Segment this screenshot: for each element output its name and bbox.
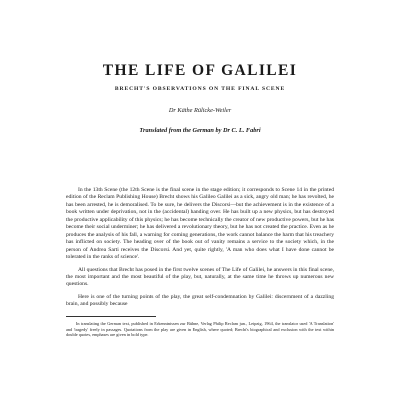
footnote-divider xyxy=(66,316,156,317)
article-body xyxy=(66,187,334,309)
footnote: In translating the German text, published in Erkenntnissen zur Bühne, Verlag Philip Reclam jun., Leipzig, 1964, the translator used 'A Translation' and 'tragedy' freely in passages. Quotations from the play are given in English, where quoted; Brecht's biographical and exclusion with the text within double quotes, emphases are given in bold type. xyxy=(66,320,334,338)
body-paragraph-1: In the 13th Scene (the 12th Scene is the final scene in the stage edition; it corresponds to Scene 14 in the printed edition of the Reclam Publishing House) Brecht shows his Galileo Galilei as a sick, angry old man; he has revolted, he has been arrested, he is demoralised. To be sure, he delivers the Discorsi—but the achievement is in the existence of a book written under deprivation, not in the (accidental) handing over. He has built up a new physics, but has destroyed the productive applicability of this physics; he has become technically the creator of new productive powers, but he has become their social underminer; he has delivered a revolutionary theory, but he has not created the practice. Even as he produces the analysis of his fall, a warning for coming generations, the work cannot balance the harm that his treachery has inflicted on society. The heading over of the book out of vanity remains a service to the society which, in the person of Andrea Sarti receives the Discorsi. And yet, quite rightly, 'A man who does what I have done cannot be tolerated in the ranks of science'. xyxy=(66,187,334,261)
body-paragraph-3: Here is one of the turning points of the play, the great self-condemnation by Galilei: discernment of a dazzling brain, and possibly because xyxy=(66,293,334,308)
article-title: THE LIFE OF GALILEI xyxy=(102,62,298,79)
translator-line: Translated from the German by Dr C. L. Fabri xyxy=(139,127,261,134)
author-line: Dr Käthe Rülicke-Weiler xyxy=(168,107,232,114)
article-subtitle: BRECHT'S OBSERVATIONS ON THE FINAL SCENE xyxy=(114,86,286,92)
body-paragraph-2: All questions that Brecht has posed in the first twelve scenes of The Life of Galilei, he answers in this final scene, the most important and the most beautiful of the play, but, naturally, at the same time he throws up numerous new questions. xyxy=(66,266,334,288)
